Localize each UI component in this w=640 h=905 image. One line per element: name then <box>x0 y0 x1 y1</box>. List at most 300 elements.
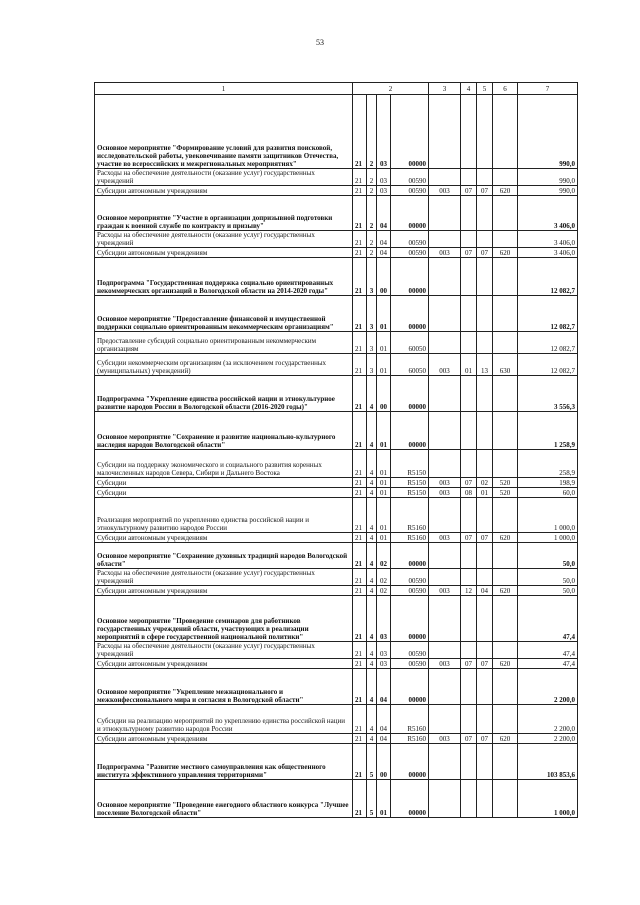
row-name: Субсидии некоммерческим организациям (за исключением государственных (муниципальных) учреждений) <box>95 354 353 376</box>
code-program: 21 <box>353 450 367 478</box>
code-program: 21 <box>353 705 367 734</box>
col-5-value <box>477 498 493 533</box>
amount-value: 60,0 <box>518 488 578 498</box>
code-direction: 00000 <box>391 744 429 780</box>
col-5-value: 07 <box>477 533 493 543</box>
table-row <box>95 376 578 412</box>
row-name: Расходы на обеспечение деятельности (оказание услуг) государственных учреждений <box>95 642 353 659</box>
col-3-value <box>429 196 461 231</box>
amount-value: 1 000,0 <box>518 498 578 533</box>
code-subprogram: 2 <box>367 196 377 231</box>
code-direction: R5160 <box>391 734 429 744</box>
code-program: 21 <box>353 196 367 231</box>
code-direction: 00000 <box>391 95 429 169</box>
col-6-value: 620 <box>493 586 518 596</box>
code-direction: 00590 <box>391 169 429 186</box>
header-col-4: 4 <box>461 83 477 95</box>
col-3-value <box>429 169 461 186</box>
col-5-value <box>477 569 493 586</box>
code-direction: R5160 <box>391 533 429 543</box>
code-direction: 00000 <box>391 376 429 412</box>
table-row <box>95 498 578 533</box>
table-row <box>95 169 578 186</box>
code-event: 03 <box>377 659 391 669</box>
code-event: 02 <box>377 543 391 569</box>
col-3-value <box>429 596 461 642</box>
code-event: 04 <box>377 669 391 705</box>
row-name: Реализация мероприятий по укреплению единства российской нации и этнокультурному развитию народов России <box>95 498 353 533</box>
col-6-value <box>493 231 518 248</box>
code-event: 00 <box>377 744 391 780</box>
col-5-value <box>477 705 493 734</box>
code-program: 21 <box>353 376 367 412</box>
code-subprogram: 4 <box>367 543 377 569</box>
row-name: Подпрограмма "Государственная поддержка социально ориентированных некоммерческих организаций в Вологодской области на 2014-2020 годы" <box>95 258 353 296</box>
row-name: Основное мероприятие "Формирование условий для развития поисковой, исследовательской работы, увековечивание памяти защитников Отечества, участие во всероссийских и межрегиональных мероприятиях" <box>95 95 353 169</box>
col-4-value <box>461 376 477 412</box>
table-row <box>95 669 578 705</box>
code-direction: R5160 <box>391 705 429 734</box>
col-6-value <box>493 169 518 186</box>
col-4-value <box>461 450 477 478</box>
table-row <box>95 533 578 543</box>
code-direction: 00000 <box>391 296 429 332</box>
code-subprogram: 4 <box>367 376 377 412</box>
col-3-value <box>429 669 461 705</box>
col-6-value <box>493 376 518 412</box>
col-3-value: 003 <box>429 478 461 488</box>
code-direction: 00000 <box>391 412 429 450</box>
code-event: 02 <box>377 586 391 596</box>
code-subprogram: 4 <box>367 596 377 642</box>
code-subprogram: 2 <box>367 231 377 248</box>
col-3-value: 003 <box>429 734 461 744</box>
code-direction: 00590 <box>391 248 429 258</box>
header-col-5: 5 <box>477 83 493 95</box>
code-event: 00 <box>377 376 391 412</box>
amount-value: 3 406,0 <box>518 248 578 258</box>
code-event: 03 <box>377 596 391 642</box>
table-row <box>95 543 578 569</box>
row-name: Основное мероприятие "Проведение семинаров для работников государственных учреждений области, участвующих в реализации мероприятий в сфере государственной национальной политики" <box>95 596 353 642</box>
code-direction: 00000 <box>391 669 429 705</box>
col-6-value <box>493 196 518 231</box>
col-4-value <box>461 780 477 818</box>
col-3-value <box>429 332 461 354</box>
code-subprogram: 4 <box>367 478 377 488</box>
col-6-value: 620 <box>493 248 518 258</box>
code-program: 21 <box>353 642 367 659</box>
col-6-value: 620 <box>493 734 518 744</box>
col-6-value <box>493 744 518 780</box>
col-5-value <box>477 669 493 705</box>
col-5-value: 07 <box>477 659 493 669</box>
row-name: Субсидии автономным учреждениям <box>95 586 353 596</box>
code-direction: 00590 <box>391 642 429 659</box>
col-3-value <box>429 705 461 734</box>
code-direction: 00590 <box>391 231 429 248</box>
col-3-value <box>429 569 461 586</box>
table-row <box>95 296 578 332</box>
row-name: Основное мероприятие "Сохранение духовных традиций народов Вологодской области" <box>95 543 353 569</box>
row-name: Предоставление субсидий социально ориентированным некоммерческим организациям <box>95 332 353 354</box>
row-name: Расходы на обеспечение деятельности (оказание услуг) государственных учреждений <box>95 231 353 248</box>
col-5-value <box>477 596 493 642</box>
col-5-value: 02 <box>477 478 493 488</box>
amount-value: 12 082,7 <box>518 332 578 354</box>
code-event: 01 <box>377 780 391 818</box>
code-event: 04 <box>377 705 391 734</box>
header-col-3: 3 <box>429 83 461 95</box>
code-program: 21 <box>353 586 367 596</box>
code-event: 04 <box>377 734 391 744</box>
page-number: 53 <box>316 38 324 47</box>
code-subprogram: 4 <box>367 412 377 450</box>
code-event: 03 <box>377 642 391 659</box>
code-event: 01 <box>377 450 391 478</box>
col-4-value <box>461 669 477 705</box>
budget-table <box>94 82 578 818</box>
code-subprogram: 4 <box>367 586 377 596</box>
code-direction: 00000 <box>391 780 429 818</box>
col-3-value <box>429 780 461 818</box>
code-event: 01 <box>377 296 391 332</box>
amount-value: 990,0 <box>518 169 578 186</box>
col-3-value <box>429 744 461 780</box>
col-6-value <box>493 498 518 533</box>
code-subprogram: 4 <box>367 642 377 659</box>
col-5-value: 04 <box>477 586 493 596</box>
code-direction: R5150 <box>391 478 429 488</box>
code-event: 01 <box>377 488 391 498</box>
amount-value: 1 000,0 <box>518 533 578 543</box>
table-row <box>95 478 578 488</box>
row-name: Субсидии автономным учреждениям <box>95 186 353 196</box>
col-6-value <box>493 258 518 296</box>
col-4-value <box>461 231 477 248</box>
col-6-value <box>493 642 518 659</box>
col-3-value: 003 <box>429 659 461 669</box>
code-event: 03 <box>377 186 391 196</box>
col-4-value <box>461 642 477 659</box>
code-program: 21 <box>353 248 367 258</box>
amount-value: 47,4 <box>518 596 578 642</box>
code-event: 01 <box>377 412 391 450</box>
col-3-value <box>429 296 461 332</box>
col-6-value: 520 <box>493 478 518 488</box>
col-3-value <box>429 258 461 296</box>
row-name: Основное мероприятие "Укрепление межнационального и межконфессионального мира и согласия в Вологодской области" <box>95 669 353 705</box>
amount-value: 1 258,9 <box>518 412 578 450</box>
col-4-value <box>461 258 477 296</box>
code-direction: R5160 <box>391 498 429 533</box>
amount-value: 12 082,7 <box>518 354 578 376</box>
code-direction: 00590 <box>391 186 429 196</box>
code-direction: 00590 <box>391 569 429 586</box>
col-3-value: 003 <box>429 586 461 596</box>
row-name: Субсидии автономным учреждениям <box>95 248 353 258</box>
col-3-value <box>429 412 461 450</box>
code-event: 01 <box>377 354 391 376</box>
table-row <box>95 248 578 258</box>
code-program: 21 <box>353 95 367 169</box>
col-4-value: 01 <box>461 354 477 376</box>
table-body <box>95 95 578 818</box>
code-event: 03 <box>377 95 391 169</box>
table-row <box>95 354 578 376</box>
col-4-value: 07 <box>461 734 477 744</box>
code-subprogram: 2 <box>367 186 377 196</box>
col-5-value <box>477 642 493 659</box>
col-3-value: 003 <box>429 488 461 498</box>
table-row <box>95 744 578 780</box>
code-direction: 00000 <box>391 596 429 642</box>
code-program: 21 <box>353 498 367 533</box>
col-3-value <box>429 498 461 533</box>
col-4-value <box>461 412 477 450</box>
amount-value: 12 082,7 <box>518 296 578 332</box>
col-5-value <box>477 196 493 231</box>
table-row <box>95 569 578 586</box>
col-5-value <box>477 95 493 169</box>
row-name: Подпрограмма "Развитие местного самоуправления как общественного института эффективного управления территориями" <box>95 744 353 780</box>
code-subprogram: 3 <box>367 332 377 354</box>
col-4-value <box>461 498 477 533</box>
code-program: 21 <box>353 488 367 498</box>
code-program: 21 <box>353 186 367 196</box>
col-6-value: 620 <box>493 186 518 196</box>
code-event: 04 <box>377 248 391 258</box>
col-3-value <box>429 543 461 569</box>
col-3-value <box>429 95 461 169</box>
header-col-7: 7 <box>518 83 578 95</box>
amount-value: 2 200,0 <box>518 734 578 744</box>
row-name: Субсидии <box>95 488 353 498</box>
col-6-value: 520 <box>493 488 518 498</box>
table-row <box>95 196 578 231</box>
code-subprogram: 4 <box>367 659 377 669</box>
amount-value: 47,4 <box>518 642 578 659</box>
header-col-1: 1 <box>95 83 353 95</box>
col-3-value <box>429 642 461 659</box>
row-name: Подпрограмма "Укрепление единства российской нации и этнокультурное развитие народов России в Вологодской области (2016-2020 годы)" <box>95 376 353 412</box>
row-name: Расходы на обеспечение деятельности (оказание услуг) государственных учреждений <box>95 169 353 186</box>
col-5-value: 07 <box>477 248 493 258</box>
col-3-value: 003 <box>429 354 461 376</box>
code-program: 21 <box>353 258 367 296</box>
code-program: 21 <box>353 659 367 669</box>
code-program: 21 <box>353 478 367 488</box>
code-subprogram: 5 <box>367 780 377 818</box>
code-subprogram: 4 <box>367 533 377 543</box>
col-6-value <box>493 332 518 354</box>
code-subprogram: 4 <box>367 569 377 586</box>
col-5-value <box>477 412 493 450</box>
col-4-value <box>461 169 477 186</box>
code-program: 21 <box>353 734 367 744</box>
code-program: 21 <box>353 231 367 248</box>
code-subprogram: 4 <box>367 734 377 744</box>
code-direction: 00590 <box>391 586 429 596</box>
amount-value: 50,0 <box>518 569 578 586</box>
col-4-value: 07 <box>461 659 477 669</box>
amount-value: 1 000,0 <box>518 780 578 818</box>
col-5-value <box>477 543 493 569</box>
table-row <box>95 412 578 450</box>
table-row <box>95 95 578 169</box>
code-direction: 00000 <box>391 196 429 231</box>
code-subprogram: 2 <box>367 95 377 169</box>
code-direction: R5150 <box>391 450 429 478</box>
code-subprogram: 2 <box>367 169 377 186</box>
amount-value: 12 082,7 <box>518 258 578 296</box>
code-event: 01 <box>377 498 391 533</box>
code-subprogram: 4 <box>367 498 377 533</box>
amount-value: 50,0 <box>518 586 578 596</box>
col-3-value: 003 <box>429 248 461 258</box>
table-row <box>95 450 578 478</box>
code-program: 21 <box>353 533 367 543</box>
col-5-value <box>477 450 493 478</box>
code-event: 01 <box>377 533 391 543</box>
table-row <box>95 596 578 642</box>
col-5-value: 01 <box>477 488 493 498</box>
row-name: Основное мероприятие "Сохранение и развитие национально-культурного наследия народов Вологодской области" <box>95 412 353 450</box>
table-row <box>95 642 578 659</box>
col-5-value <box>477 780 493 818</box>
table-row <box>95 332 578 354</box>
table-row <box>95 186 578 196</box>
col-5-value <box>477 376 493 412</box>
code-event: 04 <box>377 196 391 231</box>
code-subprogram: 4 <box>367 488 377 498</box>
code-program: 21 <box>353 596 367 642</box>
row-name: Расходы на обеспечение деятельности (оказание услуг) государственных учреждений <box>95 569 353 586</box>
col-6-value: 620 <box>493 659 518 669</box>
col-4-value <box>461 543 477 569</box>
col-4-value: 07 <box>461 533 477 543</box>
amount-value: 103 853,6 <box>518 744 578 780</box>
amount-value: 3 556,3 <box>518 376 578 412</box>
col-4-value <box>461 332 477 354</box>
col-4-value <box>461 705 477 734</box>
code-program: 21 <box>353 332 367 354</box>
code-program: 21 <box>353 669 367 705</box>
col-4-value <box>461 569 477 586</box>
code-program: 21 <box>353 412 367 450</box>
col-6-value <box>493 296 518 332</box>
col-5-value <box>477 231 493 248</box>
col-4-value <box>461 95 477 169</box>
code-subprogram: 5 <box>367 744 377 780</box>
col-6-value <box>493 669 518 705</box>
amount-value: 3 406,0 <box>518 231 578 248</box>
amount-value: 258,9 <box>518 450 578 478</box>
row-name: Субсидии <box>95 478 353 488</box>
code-event: 01 <box>377 478 391 488</box>
code-event: 02 <box>377 569 391 586</box>
amount-value: 47,4 <box>518 659 578 669</box>
col-4-value <box>461 744 477 780</box>
code-direction: 00000 <box>391 258 429 296</box>
col-5-value <box>477 332 493 354</box>
row-name: Субсидии на поддержку экономического и социального развития коренных малочисленных народов Севера, Сибири и Дальнего Востока <box>95 450 353 478</box>
col-6-value <box>493 705 518 734</box>
table-row <box>95 586 578 596</box>
col-4-value: 12 <box>461 586 477 596</box>
code-program: 21 <box>353 744 367 780</box>
col-3-value <box>429 231 461 248</box>
code-subprogram: 3 <box>367 354 377 376</box>
code-subprogram: 4 <box>367 705 377 734</box>
amount-value: 198,9 <box>518 478 578 488</box>
amount-value: 990,0 <box>518 95 578 169</box>
col-4-value <box>461 296 477 332</box>
table-row <box>95 659 578 669</box>
row-name: Субсидии автономным учреждениям <box>95 533 353 543</box>
col-3-value: 003 <box>429 186 461 196</box>
col-5-value <box>477 169 493 186</box>
code-event: 00 <box>377 258 391 296</box>
table-row <box>95 258 578 296</box>
code-program: 21 <box>353 543 367 569</box>
table-row <box>95 705 578 734</box>
code-subprogram: 4 <box>367 669 377 705</box>
amount-value: 990,0 <box>518 186 578 196</box>
row-name: Основное мероприятие "Участие в организации допризывной подготовки граждан к военной службе по контракту и призыву" <box>95 196 353 231</box>
col-5-value: 07 <box>477 734 493 744</box>
col-6-value <box>493 780 518 818</box>
row-name: Основное мероприятие "Предоставление финансовой и имущественной поддержки социально ориентированным некоммерческим организациям" <box>95 296 353 332</box>
row-name: Субсидии на реализацию мероприятий по укреплению единства российской нации и этнокультурному развитию народов России <box>95 705 353 734</box>
code-event: 01 <box>377 332 391 354</box>
col-6-value <box>493 412 518 450</box>
code-event: 03 <box>377 169 391 186</box>
code-direction: 00590 <box>391 659 429 669</box>
table-row <box>95 488 578 498</box>
col-4-value <box>461 196 477 231</box>
row-name: Основное мероприятие "Проведение ежегодного областного конкурса "Лучшее поселение Вологодской области" <box>95 780 353 818</box>
code-program: 21 <box>353 569 367 586</box>
col-6-value <box>493 569 518 586</box>
row-name: Субсидии автономным учреждениям <box>95 734 353 744</box>
col-6-value <box>493 543 518 569</box>
amount-value: 2 200,0 <box>518 669 578 705</box>
col-4-value <box>461 596 477 642</box>
col-3-value <box>429 376 461 412</box>
header-col-6: 6 <box>493 83 518 95</box>
col-5-value: 13 <box>477 354 493 376</box>
code-program: 21 <box>353 296 367 332</box>
col-5-value: 07 <box>477 186 493 196</box>
header-col-2: 2 <box>353 83 429 95</box>
amount-value: 3 406,0 <box>518 196 578 231</box>
col-3-value: 003 <box>429 533 461 543</box>
col-3-value <box>429 450 461 478</box>
row-name: Субсидии автономным учреждениям <box>95 659 353 669</box>
code-direction: 60050 <box>391 332 429 354</box>
table-row <box>95 734 578 744</box>
col-6-value <box>493 450 518 478</box>
code-event: 04 <box>377 231 391 248</box>
code-program: 21 <box>353 780 367 818</box>
table-row <box>95 780 578 818</box>
amount-value: 2 200,0 <box>518 705 578 734</box>
code-subprogram: 3 <box>367 296 377 332</box>
col-6-value <box>493 95 518 169</box>
col-4-value: 07 <box>461 186 477 196</box>
col-4-value: 07 <box>461 248 477 258</box>
